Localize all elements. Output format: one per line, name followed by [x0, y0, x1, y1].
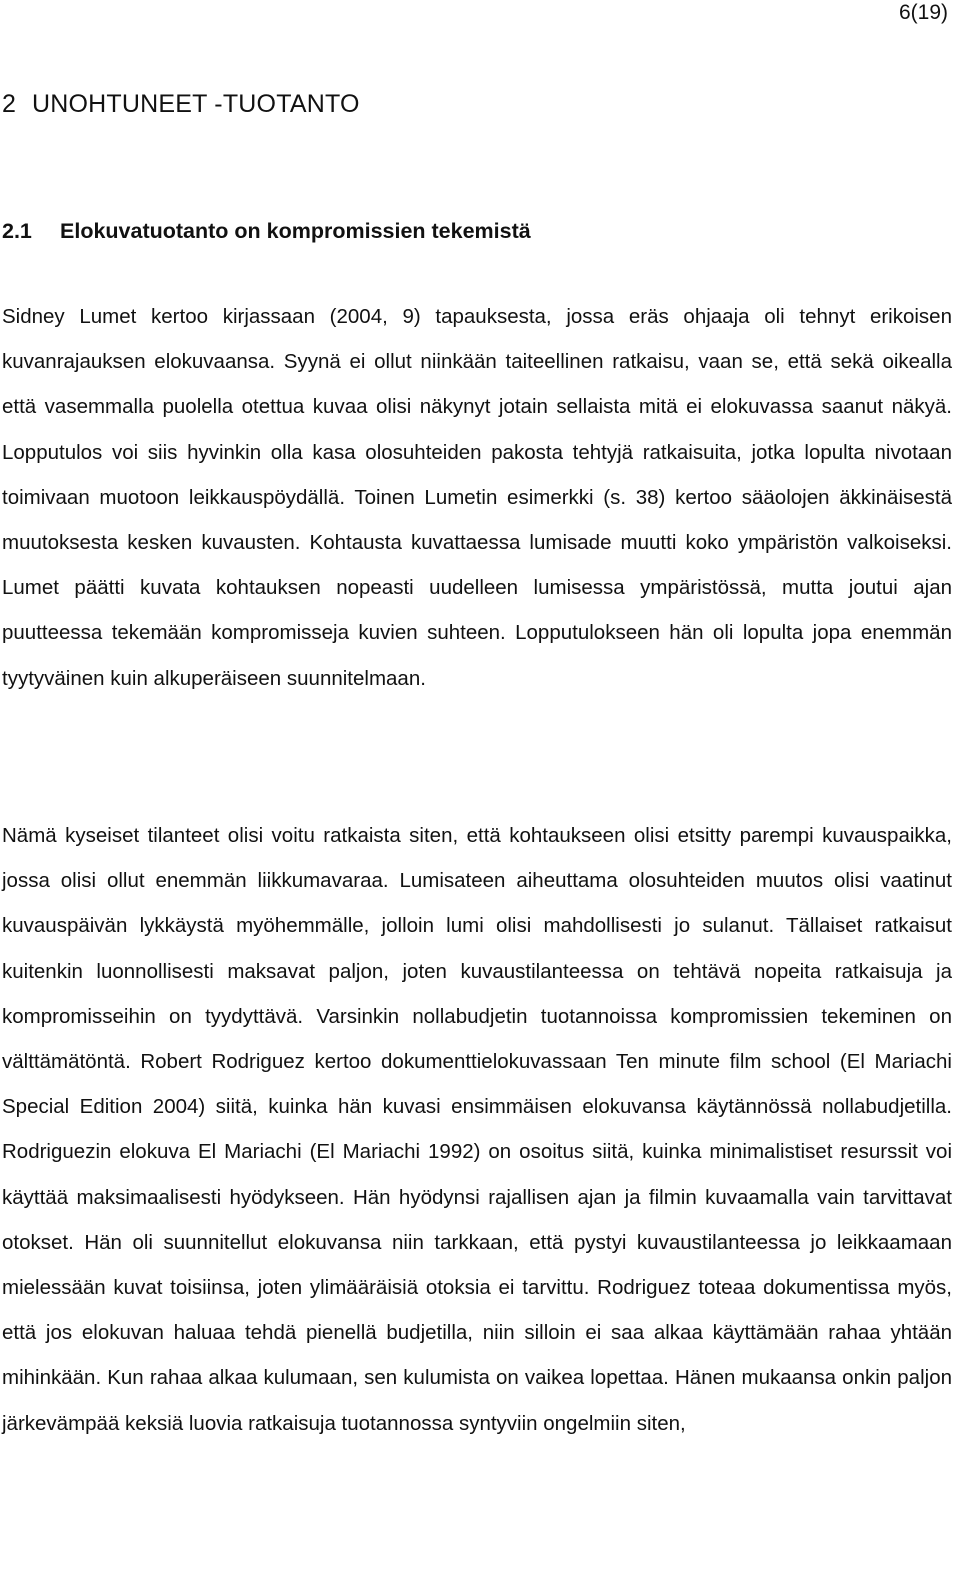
page-number: 6(19)	[898, 1, 948, 24]
chapter-number: 2	[2, 90, 17, 118]
paragraph-2: Nämä kyseiset tilanteet olisi voitu ratkaista siten, että kohtaukseen olisi etsitty parempi kuvauspaikka, jossa olisi ollut enemmän liikkumavaraa. Lumisateen aiheuttama olosuhteiden muutos olisi vaatinut kuvauspäivän lykkäystä myöhemmälle, jolloin lumi olisi mahdollisesti jo sulanut. Tällaiset ratkaisut kuitenkin luonnollisesti maksavat paljon, joten kuvaustilanteessa on tehtävä nopeita ratkaisuja ja kompromisseihin on tyydyttävä. Varsinkin nollabudjetin tuotannoissa kompromissien tekeminen on välttämätöntä. Robert Rodriguez kertoo dokumenttielokuvassaan Ten minute film school (El Mariachi Special Edition 2004) siitä, kuinka hän kuvasi ensimmäisen elokuvansa käytännössä nollabudjetilla. Rodriguezin elokuva El Mariachi (El Mariachi 1992) on osoitus siitä, kuinka minimalistiset resurssit voi käyttää maksimaalisesti hyödykseen. Hän hyödynsi rajallisen ajan ja filmin kuvaamalla vain tarvittavat otokset. Hän oli suunnitellut elokuvansa niin tarkkaan, että pystyi kuvaustilanteessa jo leikkaamaan mielessään kuvat toisiinsa, joten ylimääräisiä otoksia ei tarvittu. Rodriguez toteaa dokumentissa myös, että jos elokuvan haluaa tehdä pienellä budjetilla, niin silloin ei saa alkaa käyttämään rahaa yhtään mihinkään. Kun rahaa alkaa kulumaan, sen kulumista on vaikea lopettaa. Hänen mukaansa onkin paljon järkevämpää keksiä luovia ratkaisuja tuotannossa syntyviin ongelmiin siten,	[2, 824, 952, 1435]
section-heading	[2, 216, 531, 246]
chapter-title: UNOHTUNEET -TUOTANTO	[32, 90, 360, 118]
chapter-heading	[2, 88, 360, 120]
paragraph-1: Sidney Lumet kertoo kirjassaan (2004, 9) tapauksesta, jossa eräs ohjaaja oli tehnyt erikoisen kuvanrajauksen elokuvaansa. Syynä ei ollut niinkään taiteellinen ratkaisu, vaan se, että sekä oikealla että vasemmalla puolella otettua kuvaa olisi näkynyt jotain sellaista mitä ei elokuvassa saanut näkyä. Lopputulos voi siis hyvinkin olla kasa olosuhteiden pakosta tehtyjä ratkaisuita, jotka lopulta nivotaan toimivaan muotoon leikkauspöydällä. Toinen Lumetin esimerkki (s. 38) kertoo sääolojen äkkinäisestä muutoksesta kesken kuvausten. Kohtausta kuvattaessa lumisade muutti koko ympäristön valkoiseksi. Lumet päätti kuvata kohtauksen nopeasti uudelleen lumisessa ympäristössä, mutta joutui ajan puutteessa tekemään kompromisseja kuvien suhteen. Lopputulokseen hän oli lopulta jopa enemmän tyytyväinen kuin alkuperäiseen suunnitelmaan.	[2, 305, 952, 690]
section-number: 2.1	[2, 219, 32, 243]
section-title: Elokuvatuotanto on kompromissien tekemistä	[60, 219, 531, 243]
